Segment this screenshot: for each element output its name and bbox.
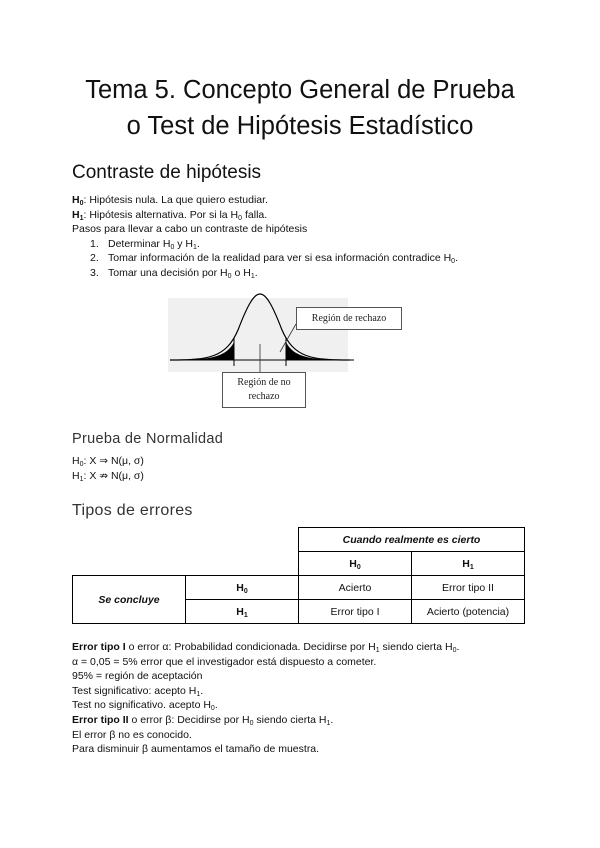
region-rechazo-label: Región de rechazo xyxy=(296,307,402,330)
pasos-intro: Pasos para llevar a cabo un contraste de hipótesis xyxy=(72,223,308,236)
h0-definition: $H_0$: Hipótesis nula. La que quiero estudiar. xyxy=(72,194,268,207)
table-row-label: Se concluye xyxy=(73,576,186,624)
step-item: 3. Tomar una decisión por $H_0$ o $H_1$. xyxy=(90,266,258,280)
section-heading-errores: Tipos de errores xyxy=(72,502,193,519)
section-heading-normalidad: Prueba de Normalidad xyxy=(72,431,224,447)
step-item: 2. Tomar información de la realidad para ver si esa información contradice $H_0$. xyxy=(90,252,458,266)
note-line: Error tipo I o error α: Probabilidad condicionada. Decidirse por $H_1$ siendo cierta $H_0$. xyxy=(72,641,460,654)
step-item: 1. Determinar $H_0$ y $H_1$. xyxy=(90,237,200,251)
normalidad-h0: $H_0$: X ⇒ N(μ, σ) xyxy=(72,455,144,468)
table-row-h1: $H_1$ xyxy=(186,600,299,624)
table-cell-error-ii: Error tipo II xyxy=(412,576,525,600)
title-line-1: Tema 5. Concepto General de Prueba xyxy=(85,76,515,104)
note-line: α = 0,05 = 5% error que el investigador está dispuesto a cometer. xyxy=(72,655,377,668)
region-no-rechazo-label: Región de no rechazo xyxy=(222,372,306,408)
note-line: Test no significativo. acepto $H_0$. xyxy=(72,699,218,713)
note-line: Test significativo: acepto $H_1$. xyxy=(72,684,204,698)
normalidad-body xyxy=(72,454,144,483)
page-title xyxy=(0,72,600,144)
note-line: Error tipo II o error β: Decidirse por $H_0$ siendo cierta $H_1$. xyxy=(72,713,334,727)
title-line-2: o Test de Hipótesis Estadístico xyxy=(126,112,474,140)
section-heading-contraste: Contraste de hipótesis xyxy=(72,162,262,183)
table-row-h0: $H_0$ xyxy=(186,576,299,600)
table-col-h1: $H_1$ xyxy=(412,552,525,576)
error-types-table xyxy=(72,527,525,624)
note-line: Para disminuir β aumentamos el tamaño de muestra. xyxy=(72,743,320,756)
table-cell-acierto: Acierto xyxy=(299,576,412,600)
note-line: 95% = región de aceptación xyxy=(72,670,203,683)
table-cell-error-i: Error tipo I xyxy=(299,600,412,624)
normalidad-h1: $H_1$: X ⇏ N(μ, σ) xyxy=(72,469,144,483)
table-cell-acierto-potencia: Acierto (potencia) xyxy=(412,600,525,624)
table-header-cuando: Cuando realmente es cierto xyxy=(299,528,525,552)
h1-definition: $H_1$: Hipótesis alternativa. Por si la $H_0$ falla. xyxy=(72,208,268,222)
contraste-body xyxy=(72,193,458,281)
table-col-h0: $H_0$ xyxy=(299,552,412,576)
errores-notes xyxy=(72,640,459,757)
note-line: El error β no es conocido. xyxy=(72,728,192,741)
